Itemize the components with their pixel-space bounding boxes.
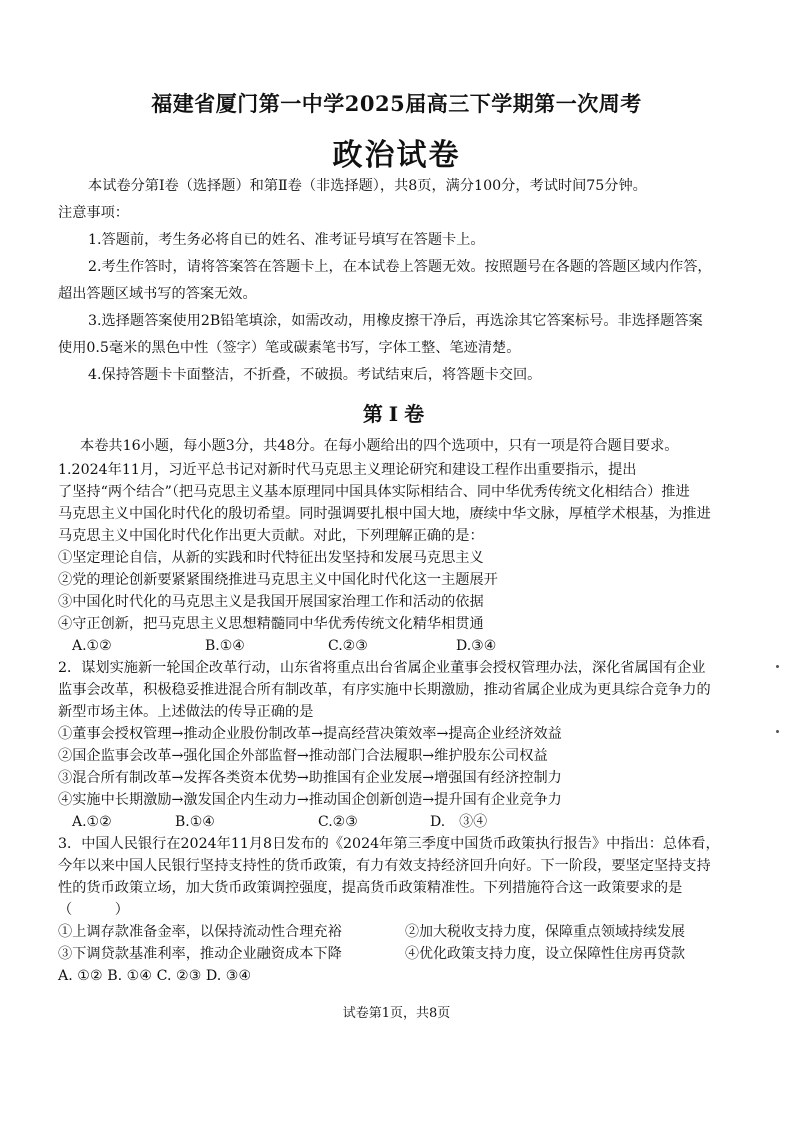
- question-1-text: 马克思主义中国化时代化的殷切希望。同时强调要扎根中国大地，赓续中华文脉，厚植学术根基，为推进: [58, 506, 711, 522]
- question-2-text: 新型市场主体。上述做法的传导正确的是: [58, 704, 314, 720]
- option-c[interactable]: C.②③: [318, 814, 358, 830]
- question-3-choice: ①上调存款准备金率，以保持流动性合理充裕: [58, 924, 342, 940]
- notice-heading: 注意事项：: [58, 205, 129, 221]
- question-1-choice: ③中国化时代化的马克思主义是我国开展国家治理工作和活动的依据: [58, 594, 484, 610]
- notice-item: 超出答题区域书写的答案无效。: [58, 286, 257, 302]
- question-3-choice: ④优化政策支持力度，设立保障性住房再贷款: [405, 946, 685, 962]
- question-2-choice: ④实施中长期激励→激发国企内生动力→推动国企创新创造→提升国有企业竞争力: [58, 792, 562, 808]
- question-2-choice: ②国企监事会改革→强化国企外部监督→推动部门合法履职→维护股东公司权益: [58, 748, 548, 764]
- question-3-choice: ②加大税收支持力度，保障重点领域持续发展: [405, 924, 685, 940]
- question-1-choice: ④守正创新，把马克思主义思想精髓同中华优秀传统文化精华相贯通: [58, 616, 484, 632]
- section-intro: 本卷共16小题，每小题3分，共48分。在每小题给出的四个选项中，只有一项是符合题目要求。: [80, 438, 679, 454]
- notice-item: 4.保持答题卡卡面整洁，不折叠，不破损。考试结束后，将答题卡交回。: [88, 367, 542, 383]
- question-3-choice: ③下调贷款基准利率，推动企业融资成本下降: [58, 946, 342, 962]
- question-2-choice: ③混合所有制改革→发挥各类资本优势→助推国有企业发展→增强国有经济控制力: [58, 770, 562, 786]
- question-1-choice: ②党的理论创新要紧紧围绕推进马克思主义中国化时代化这一主题展开: [58, 572, 498, 588]
- option-a[interactable]: A.①②: [72, 638, 112, 654]
- exam-subtitle: 政治试卷: [332, 138, 461, 173]
- option-b[interactable]: B.①④: [175, 814, 215, 830]
- question-1-options: [72, 636, 496, 656]
- exam-title: 福建省厦门第一中学2025届高三下学期第一次周考: [151, 91, 642, 116]
- scan-speck: [776, 730, 779, 733]
- notice-item: 1.答题前，考生务必将自已的姓名、准考证号填写在答题卡上。: [88, 232, 485, 248]
- option-a[interactable]: A.①②: [72, 814, 112, 830]
- exam-intro: 本试卷分第Ⅰ卷（选择题）和第Ⅱ卷（非选择题），共8页，满分100分，考试时间75分钟。: [88, 178, 647, 194]
- question-2-options: [72, 812, 487, 832]
- question-3-text: 今年以来中国人民银行坚持支持性的货币政策，有力有效支持经济回升向好。下一阶段，要坚定坚持支持: [58, 858, 711, 874]
- question-2-text: 2．谋划实施新一轮国企改革行动，山东省将重点出台省属企业董事会授权管理办法，深化省属国有企业: [58, 660, 706, 676]
- option-b[interactable]: B.①④: [205, 638, 245, 654]
- question-1-choice: ①坚定理论自信，从新的实践和时代特征出发坚持和发展马克思主义: [58, 550, 484, 566]
- scan-speck: [776, 665, 779, 668]
- question-3-text: 3．中国人民银行在2024年11月8日发布的《2024年第三季度中国货币政策执行报告》中指出：总体看，: [58, 836, 720, 852]
- question-3-text: 性的货币政策立场，加大货币政策调控强度，提高货币政策精准性。下列措施符合这一政策要求的是: [58, 880, 683, 896]
- notice-item: 使用0.5毫米的黑色中性（签字）笔或碳素笔书写，字体工整、笔迹清楚。: [58, 340, 521, 356]
- question-1-text: 马克思主义中国化时代化作出更大贡献。对此，下列理解正确的是：: [58, 528, 484, 544]
- notice-item: 2.考生作答时，请将答案答在答题卡上，在本试卷上答题无效。按照题号在各题的答题区域内作答，: [88, 259, 712, 275]
- question-2-choice: ①董事会授权管理→推动企业股份制改革→提高经营决策效率→提高企业经济效益: [58, 726, 562, 742]
- page-footer: 试卷第1页，共8页: [342, 1006, 451, 1021]
- option-c[interactable]: C.②③: [328, 638, 368, 654]
- option-d[interactable]: D.③④: [456, 638, 497, 654]
- notice-item: 3.选择题答案使用2B铅笔填涂，如需改动，用橡皮擦干净后，再选涂其它答案标号。非选择题答案: [88, 313, 703, 329]
- question-1-text: 了坚持“两个结合”（把马克思主义基本原理同中国具体实际相结合、同中华优秀传统文化相结合）推进: [58, 484, 690, 500]
- question-2-text: 监事会改革，积极稳妥推进混合所有制改革，有序实施中长期激励，推动省属企业成为更具综合竞争力的: [58, 682, 711, 698]
- answer-blank: （ ）: [58, 902, 129, 918]
- question-3-options: A. ①② B. ①④ C. ②③ D. ③④: [58, 968, 252, 984]
- question-1-text: 1.2024年11月，习近平总书记对新时代马克思主义理论研究和建设工程作出重要指示，提出: [58, 462, 637, 478]
- section-title: 第Ⅰ卷: [362, 402, 431, 426]
- option-d[interactable]: D. ③④: [430, 814, 488, 830]
